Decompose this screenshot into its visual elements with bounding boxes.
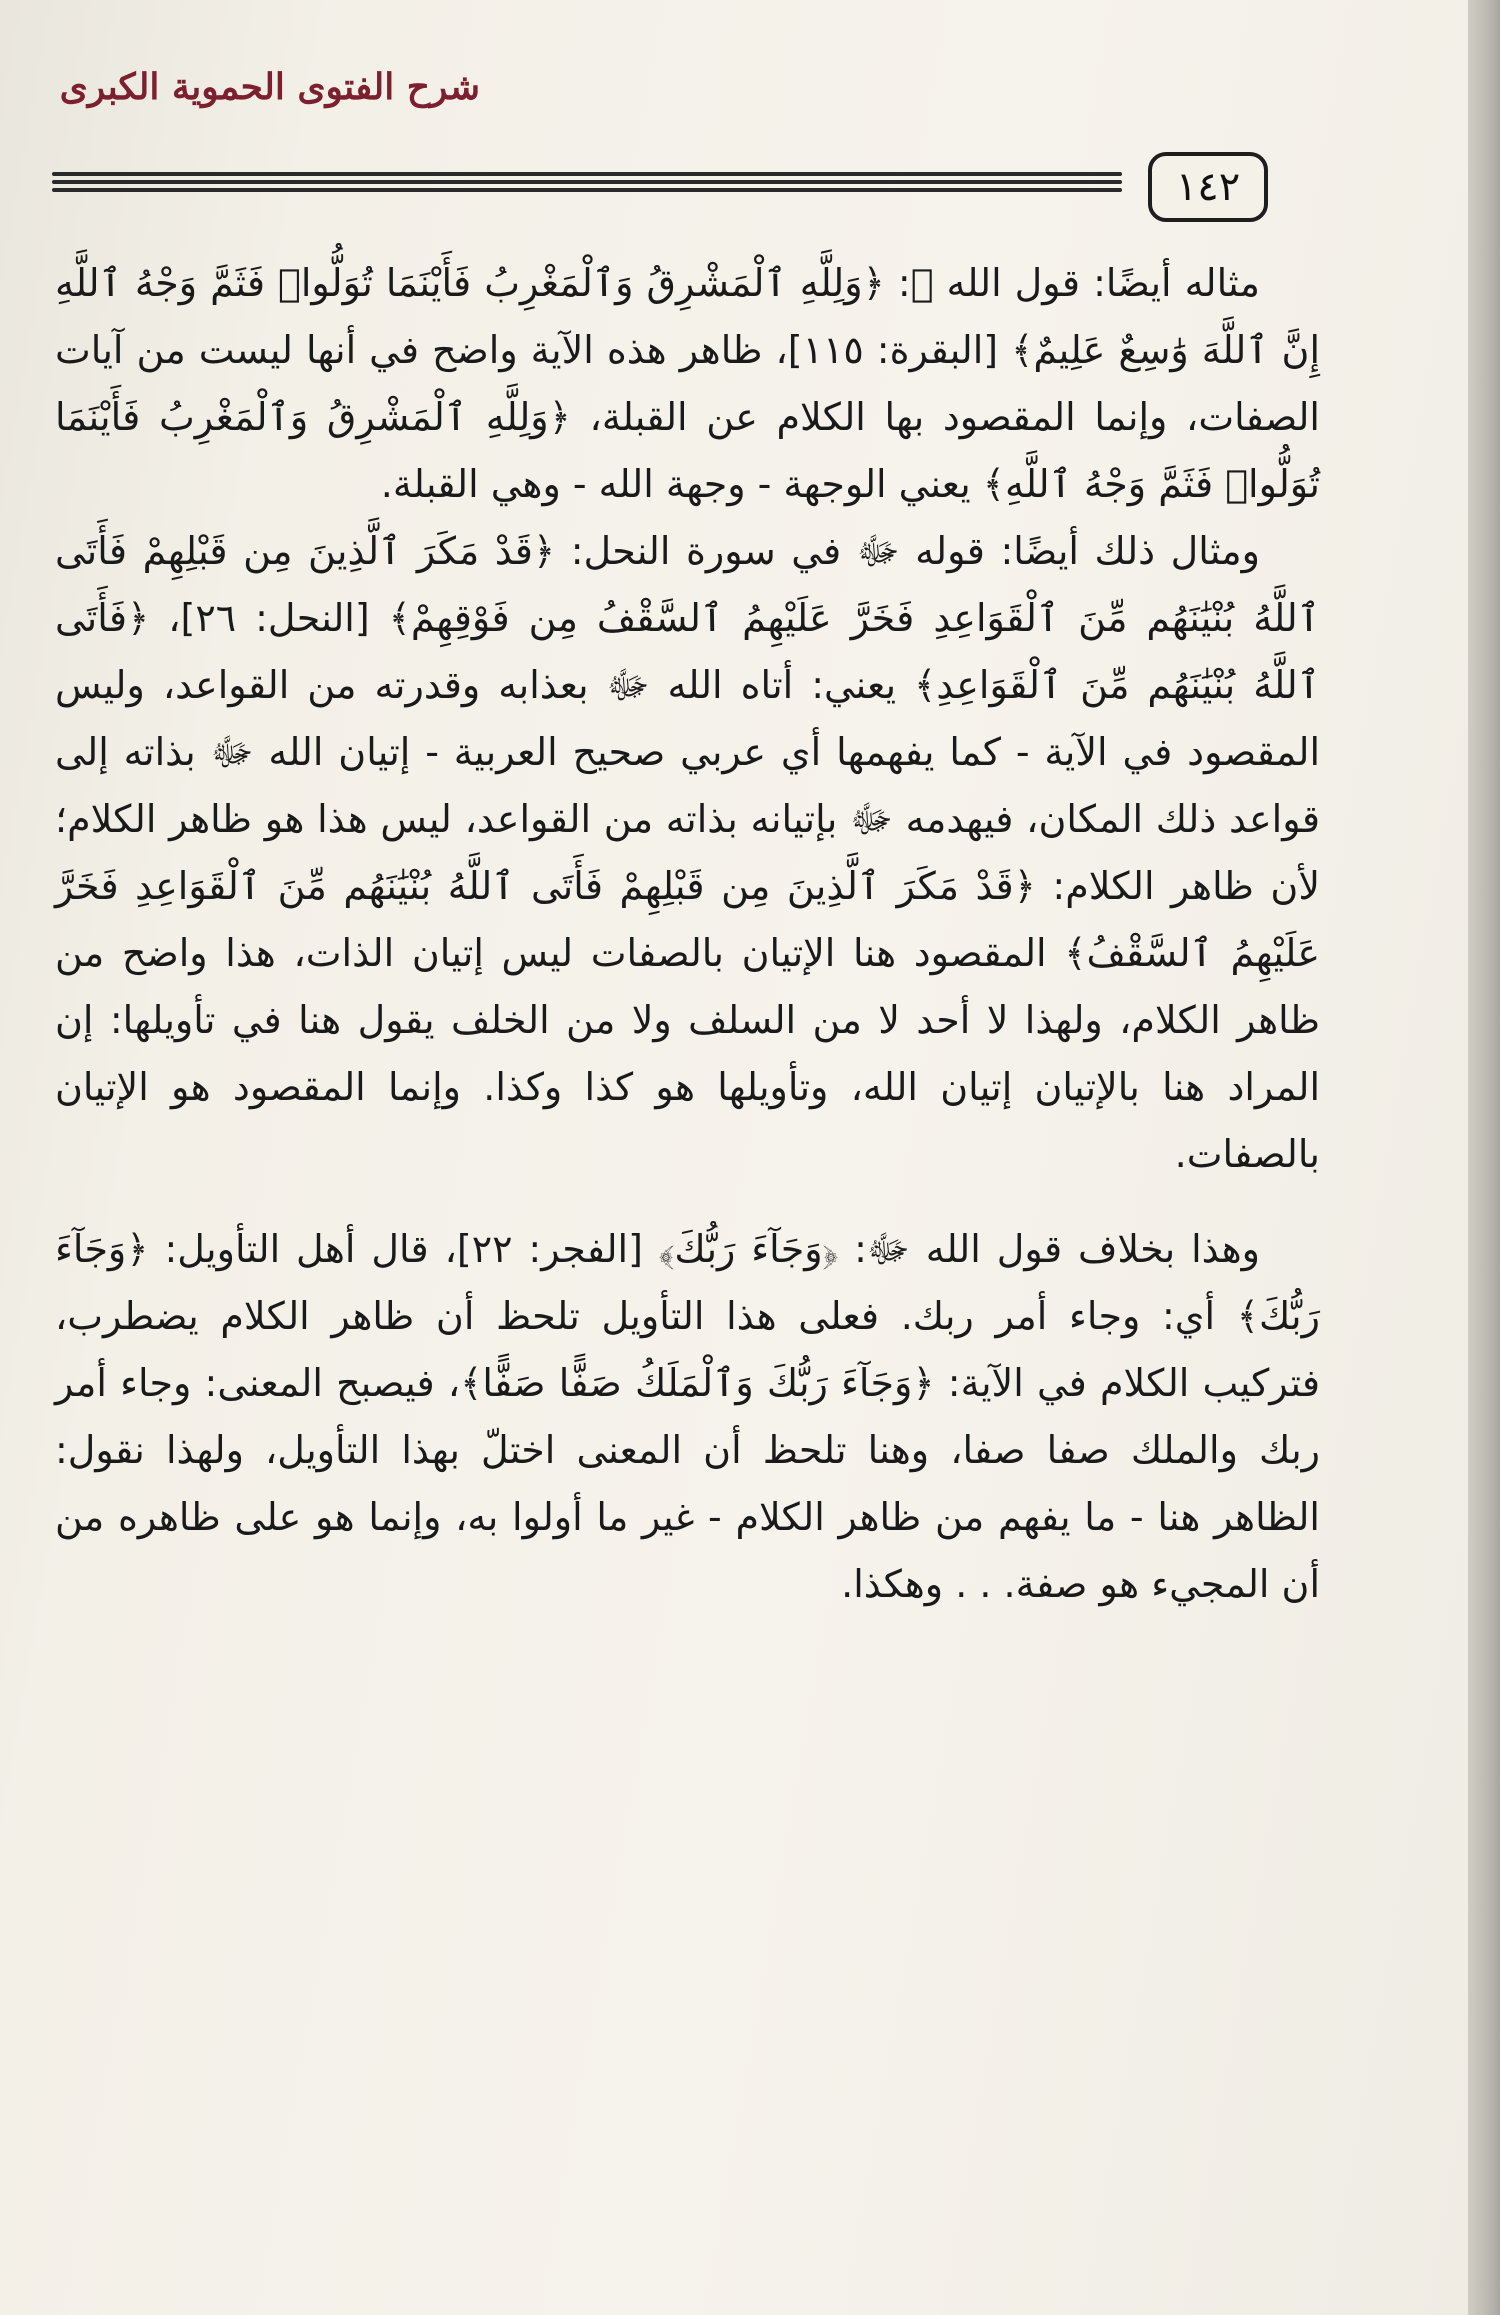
running-header-title: شرح الفتوى الحموية الكبرى — [59, 66, 480, 108]
page-body — [55, 250, 1320, 1618]
rule-line — [52, 172, 1122, 176]
header-rule-lines — [52, 172, 1122, 202]
paragraph-fajr: وهذا بخلاف قول الله ﷻ: ﴿وَجَآءَ رَبُّكَ﴾ [الفجر: ٢٢]، قال أهل التأويل: ﴿وَجَآءَ رَبُّكَ﴾ أي: وجاء أمر ربك. فعلى هذا التأويل تلحظ أن ظاهر الكلام يضطرب، فتركيب الكلام في الآية: ﴿وَجَآءَ رَبُّكَ وَٱلْمَلَكُ صَفًّا صَفًّا﴾، فيصبح المعنى: وجاء أمر ربك والملك صفا صفا، وهنا تلحظ أن المعنى اختلّ بهذا التأويل، ولهذا نقول: الظاهر هنا - ما يفهم من ظاهر الكلام - غير ما أولوا به، وإنما هو على ظاهره من أن المجيء هو صفة. . . وهكذا. — [55, 1227, 1320, 1606]
paragraph-qibla: مثاله أيضًا: قول الله ﷻ: ﴿وَلِلَّهِ ٱلْمَشْرِقُ وَٱلْمَغْرِبُ فَأَيْنَمَا تُوَلُّوا۟ فَثَمَّ وَجْهُ ٱللَّهِ إِنَّ ٱللَّهَ وَٰسِعٌ عَلِيمٌ﴾ [البقرة: ١١٥]، ظاهر هذه الآية واضح في أنها ليست من آيات الصفات، وإنما المقصود بها الكلام عن القبلة، ﴿وَلِلَّهِ ٱلْمَشْرِقُ وَٱلْمَغْرِبُ فَأَيْنَمَا تُوَلُّوا۟ فَثَمَّ وَجْهُ ٱللَّهِ﴾ يعني الوجهة - وجهة الله - وهي القبلة. — [55, 261, 1320, 506]
paragraph-nahl: ومثال ذلك أيضًا: قوله ﷻ في سورة النحل: ﴿قَدْ مَكَرَ ٱلَّذِينَ مِن قَبْلِهِمْ فَأَتَى ٱللَّهُ بُنْيَٰنَهُم مِّنَ ٱلْقَوَاعِدِ فَخَرَّ عَلَيْهِمُ ٱلسَّقْفُ مِن فَوْقِهِمْ﴾ [النحل: ٢٦]، ﴿فَأَتَى ٱللَّهُ بُنْيَٰنَهُم مِّنَ ٱلْقَوَاعِدِ﴾ يعني: أتاه الله ﷻ بعذابه وقدرته من القواعد، وليس المقصود في الآية - كما يفهمها أي عربي صحيح العربية - إتيان الله ﷻ بذاته إلى قواعد ذلك المكان، فيهدمه ﷻ بإتيانه بذاته من القواعد، ليس هذا هو ظاهر الكلام؛ لأن ظاهر الكلام: ﴿قَدْ مَكَرَ ٱلَّذِينَ مِن قَبْلِهِمْ فَأَتَى ٱللَّهُ بُنْيَٰنَهُم مِّنَ ٱلْقَوَاعِدِ فَخَرَّ عَلَيْهِمُ ٱلسَّقْفُ﴾ المقصود هنا الإتيان بالصفات ليس إتيان الذات، هذا واضح من ظاهر الكلام، ولهذا لا أحد لا من السلف ولا من الخلف يقول هنا في تأويلها: إن المراد هنا بالإتيان إتيان الله، وتأويلها هو كذا وكذا. وإنما المقصود هو الإتيان بالصفات. — [55, 529, 1320, 1176]
page-number-box: ١٤٢ — [1148, 152, 1268, 222]
rule-line — [52, 180, 1122, 184]
book-spine-edge — [1468, 0, 1500, 2315]
rule-line — [52, 188, 1122, 192]
